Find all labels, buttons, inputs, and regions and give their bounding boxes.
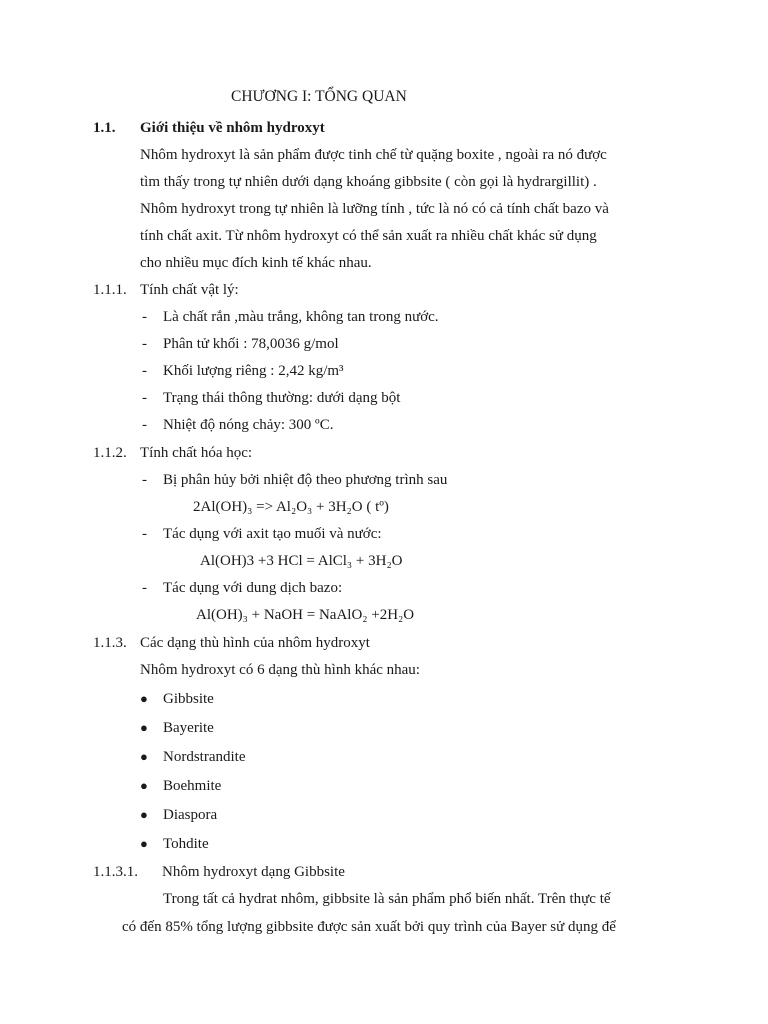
- section-number: 1.1.: [93, 120, 116, 136]
- list-item: Là chất rắn ,màu trắng, không tan trong nước.: [163, 309, 439, 325]
- form-item: Diaspora: [163, 807, 218, 823]
- list-item: Nhiệt độ nóng chảy: 300 ºC.: [163, 417, 334, 433]
- subsection-title: Tính chất vật lý:: [140, 282, 239, 298]
- paragraph-line: tìm thấy trong tự nhiên dưới dạng khoáng gibbsite ( còn gọi là hydrargillit) .: [140, 174, 597, 190]
- dash-marker: -: [142, 472, 147, 488]
- dash-marker: -: [142, 417, 147, 433]
- form-item: Gibbsite: [163, 691, 214, 707]
- subsubsection-title: Nhôm hydroxyt dạng Gibbsite: [162, 864, 345, 880]
- chemical-equation: Al(OH)3 +3 HCl = AlCl₃ + 3H₂O: [200, 553, 403, 569]
- paragraph-line: cho nhiều mục đích kinh tế khác nhau.: [140, 255, 372, 271]
- list-item: Tác dụng với axit tạo muối và nước:: [163, 526, 382, 542]
- dash-marker: -: [142, 336, 147, 352]
- paragraph-line: tính chất axit. Từ nhôm hydroxyt có thể sản xuất ra nhiều chất khác sử dụng: [140, 228, 597, 244]
- subsection-title: Tính chất hóa học:: [140, 445, 253, 461]
- subsection-number: 1.1.3.: [93, 635, 127, 651]
- dash-marker: -: [142, 363, 147, 379]
- chemical-equation: 2Al(OH)₃ => Al₂O₃ + 3H₂O ( tº): [193, 499, 389, 515]
- form-item: Bayerite: [163, 720, 214, 736]
- form-item: Boehmite: [163, 778, 222, 794]
- bullet-icon: ●: [140, 720, 148, 735]
- list-item: Bị phân hủy bởi nhiệt độ theo phương trình sau: [163, 472, 448, 488]
- bullet-icon: ●: [140, 807, 148, 822]
- list-item: Khối lượng riêng : 2,42 kg/m³: [163, 363, 344, 379]
- list-item: Trạng thái thông thường: dưới dạng bột: [163, 390, 401, 406]
- subsection-title: Các dạng thù hình của nhôm hydroxyt: [140, 635, 370, 651]
- list-item: Phân tử khối : 78,0036 g/mol: [163, 336, 339, 352]
- bullet-icon: ●: [140, 749, 148, 764]
- bullet-icon: ●: [140, 691, 148, 706]
- section-title: Giới thiệu về nhôm hydroxyt: [140, 120, 325, 136]
- chapter-title: CHƯƠNG I: TỔNG QUAN: [231, 88, 407, 105]
- paragraph-line: có đến 85% tổng lượng gibbsite được sản xuất bởi quy trình của Bayer sử dụng để: [122, 919, 616, 935]
- dash-marker: -: [142, 580, 147, 596]
- dash-marker: -: [142, 526, 147, 542]
- bullet-icon: ●: [140, 836, 148, 851]
- subsection-number: 1.1.1.: [93, 282, 127, 298]
- dash-marker: -: [142, 309, 147, 325]
- intro-text: Nhôm hydroxyt có 6 dạng thù hình khác nhau:: [140, 662, 420, 678]
- form-item: Tohdite: [163, 836, 209, 852]
- bullet-icon: ●: [140, 778, 148, 793]
- chemical-equation: Al(OH)₃ + NaOH = NaAlO₂ +2H₂O: [196, 607, 415, 623]
- form-item: Nordstrandite: [163, 749, 246, 765]
- subsection-number: 1.1.2.: [93, 445, 127, 461]
- dash-marker: -: [142, 390, 147, 406]
- paragraph-line: Nhôm hydroxyt là sản phẩm được tinh chế từ quặng boxite , ngoài ra nó được: [140, 147, 607, 163]
- list-item: Tác dụng với dung dịch bazo:: [163, 580, 343, 596]
- paragraph-line: Nhôm hydroxyt trong tự nhiên là lưỡng tính , tức là nó có cả tính chất bazo và: [140, 201, 609, 217]
- subsubsection-number: 1.1.3.1.: [93, 864, 138, 880]
- paragraph-line: Trong tất cả hydrat nhôm, gibbsite là sản phẩm phổ biến nhất. Trên thực tế: [163, 891, 611, 907]
